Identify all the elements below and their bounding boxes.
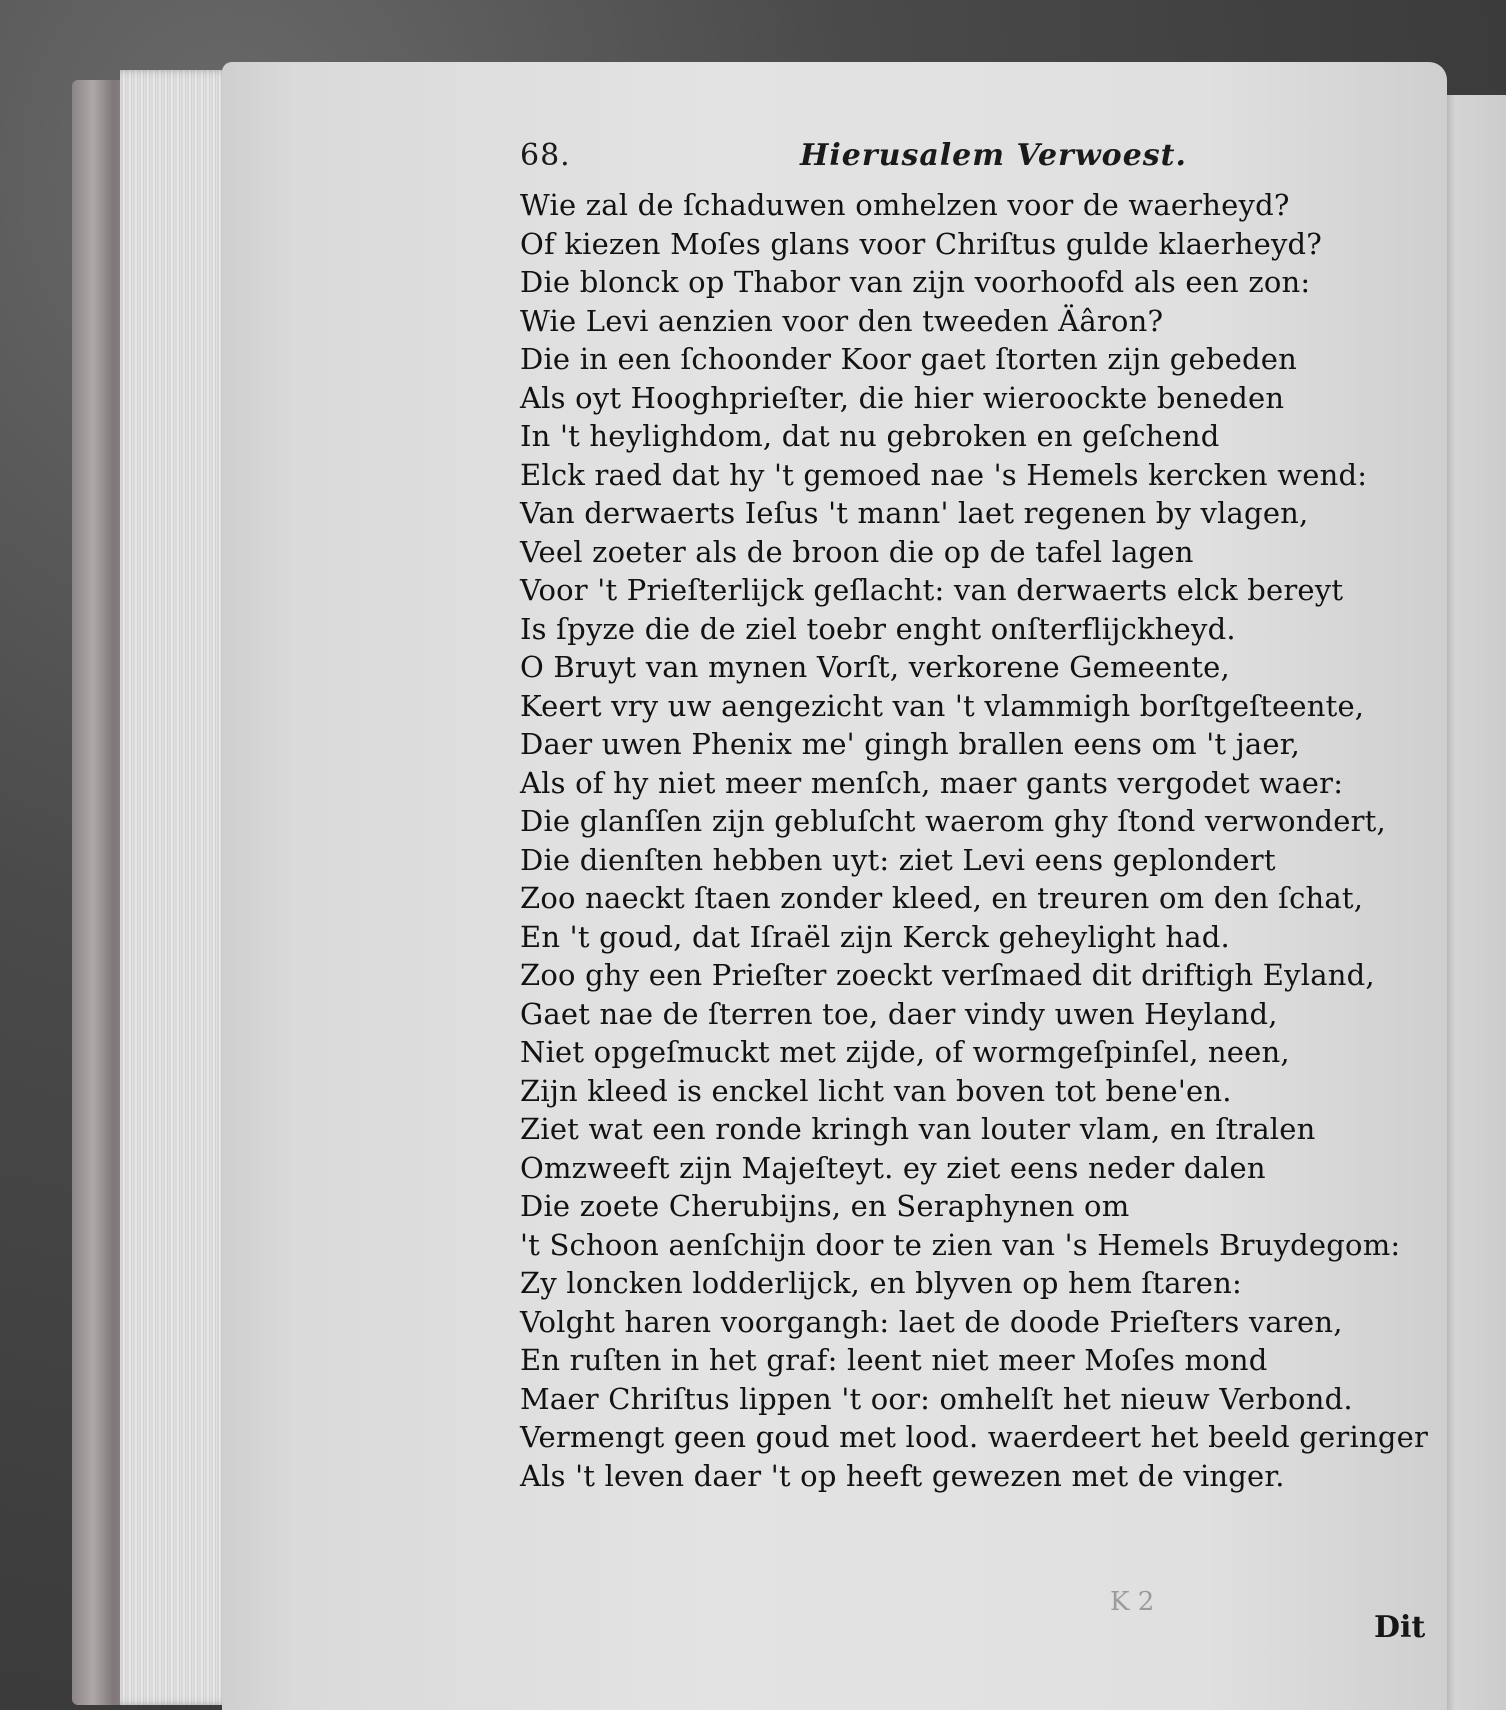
verse-line: Als oyt Hooghprieſter, die hier wieroockte beneden (520, 380, 1285, 415)
page-number: 68. (520, 138, 571, 173)
verse-line: Keert vry uw aengezicht van 't vlammigh borſtgeſteente, (520, 688, 1365, 723)
verse-line: Volght haren voorgangh: laet de doode Prieſters varen, (520, 1304, 1343, 1339)
verse-line: Niet opgeſmuckt met zijde, of wormgeſpinſel, neen, (520, 1035, 1290, 1069)
verse-line: Die dienſten hebben uyt: ziet Levi eens geplondert (520, 842, 1276, 877)
verse-line: Ziet wat een ronde kringh van louter vlam, en ſtralen (520, 1112, 1316, 1146)
verse-line: Is ſpyze die de ziel toebr enght onſterflijckheyd. (520, 611, 1236, 646)
verse-line: Die glanſſen zijn gebluſcht waerom ghy ſtond verwondert, (520, 804, 1386, 838)
verse-line: Daer uwen Phenix me' gingh brallen eens om 't jaer, (520, 727, 1301, 761)
verse-line: Die blonck op Thabor van zijn voorhoofd als een zon: (520, 265, 1311, 299)
verse-line: Van derwaerts Ieſus 't mann' laet regenen by vlagen, (520, 496, 1309, 530)
running-head (520, 138, 1240, 186)
verse-line: Elck raed dat hy 't gemoed nae 's Hemels kercken wend: (520, 457, 1368, 492)
verse-line: In 't heylighdom, dat nu gebroken en geſchend (520, 419, 1220, 453)
verse-line: En 't goud, dat Iſraël zijn Kerck geheylight had. (520, 919, 1230, 954)
running-title: Hierusalem Verwoest. (800, 138, 1187, 173)
catchword: Dit (1374, 1610, 1426, 1645)
verse-text (520, 186, 1429, 1606)
signature-mark: K 2 (1110, 1587, 1155, 1617)
verse-line: Wie Levi aenzien voor den tweeden Äâron? (520, 303, 1164, 338)
verse-line: Vermengt geen goud met lood. waerdeert het beeld geringer (520, 1420, 1429, 1454)
verse-line: Zoo ghy een Prieſter zoeckt verſmaed dit driftigh Eyland, (520, 958, 1375, 992)
verse-line: Zy loncken lodderlijck, en blyven op hem ſtaren: (520, 1266, 1242, 1300)
verse-line: Als of hy niet meer menſch, maer gants vergodet waer: (520, 765, 1344, 800)
verse-line: Omzweeft zijn Majeſteyt. ey ziet eens neder dalen (520, 1150, 1266, 1185)
verse-line: Of kiezen Moſes glans voor Chriſtus gulde klaerheyd? (520, 226, 1323, 261)
verse-line: Zoo naeckt ſtaen zonder kleed, en treuren om den ſchat, (520, 881, 1364, 915)
verse-line: Voor 't Prieſterlijck geſlacht: van derwaerts elck bereyt (520, 573, 1344, 607)
verse-line: Wie zal de ſchaduwen omhelzen voor de waerheyd? (520, 188, 1290, 222)
facing-page-edge (1438, 95, 1506, 1710)
verse-line: Maer Chriſtus lippen 't oor: omhelſt het nieuw Verbond. (520, 1381, 1353, 1416)
page-stack (120, 70, 230, 1705)
verse-line: O Bruyt van mynen Vorſt, verkorene Gemeente, (520, 650, 1230, 684)
verse-line: Gaet nae de ſterren toe, daer vindy uwen Heyland, (520, 996, 1278, 1031)
verse-line: Zijn kleed is enckel licht van boven tot bene'en. (520, 1073, 1232, 1108)
verse-line: Die in een ſchoonder Koor gaet ſtorten zijn gebeden (520, 342, 1298, 376)
verse-line: En ruſten in het graf: leent niet meer Moſes mond (520, 1343, 1268, 1377)
verse-line: Als 't leven daer 't op heeft gewezen met de vinger. (520, 1458, 1285, 1493)
verse-line: Die zoete Cherubijns, en Seraphynen om (520, 1189, 1130, 1223)
verse-line: Veel zoeter als de broon die op de tafel lagen (520, 534, 1194, 569)
verse-line: 't Schoon aenſchijn door te zien van 's Hemels Bruydegom: (520, 1227, 1401, 1262)
